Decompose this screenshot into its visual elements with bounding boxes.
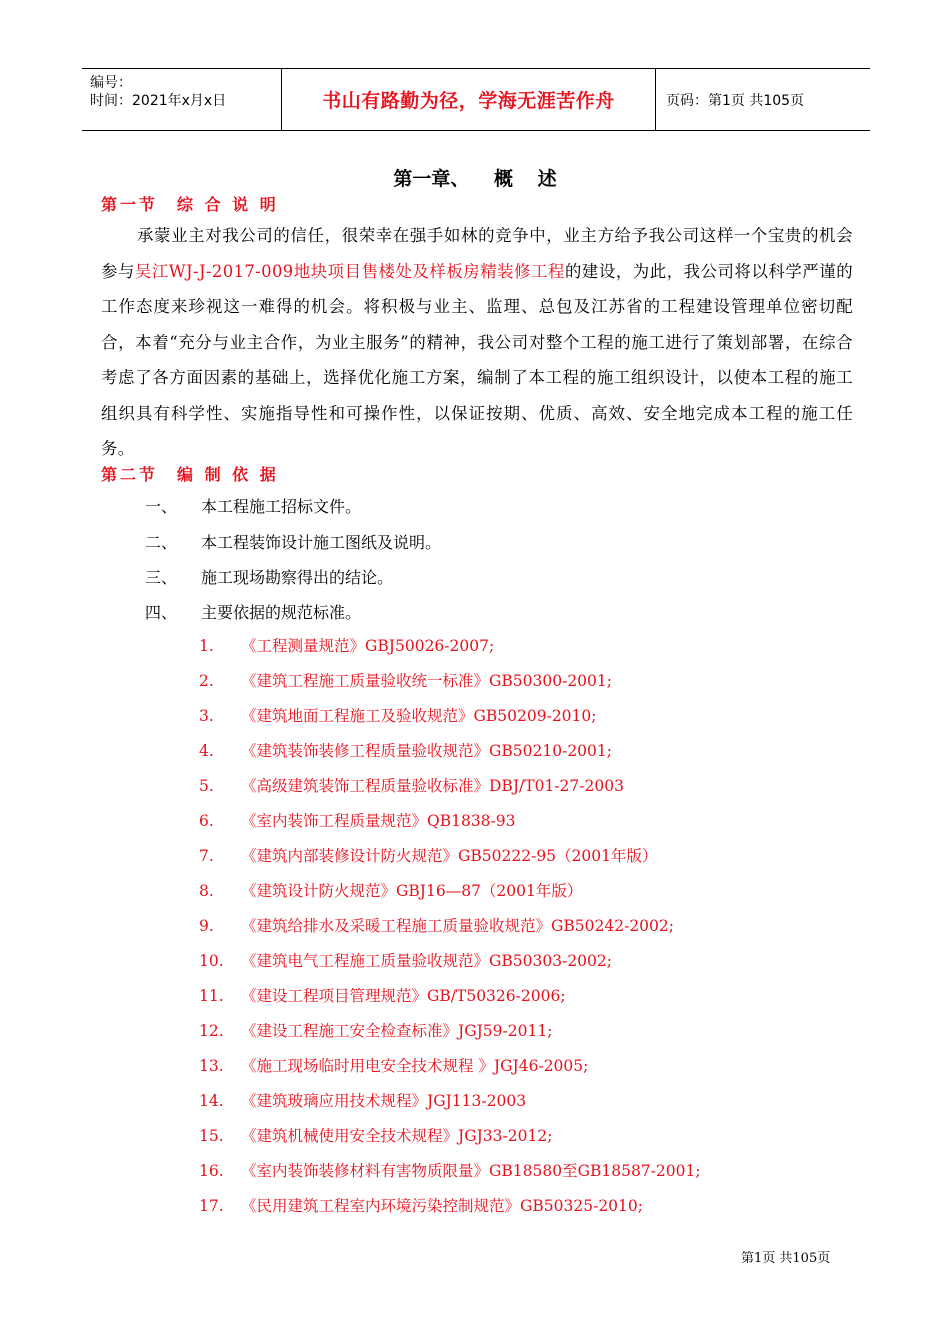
standard-text: 《建筑给排水及采暖工程施工质量验收规范》GB50242-2002; — [241, 917, 674, 935]
standard-text: 《建筑电气工程施工质量验收规范》GB50303-2002; — [241, 952, 612, 970]
basis-item — [145, 494, 361, 517]
basis-item-number: 一、 — [145, 497, 178, 516]
standard-text: 《建筑机械使用安全技术规程》JGJ33-2012; — [241, 1127, 553, 1145]
paragraph-text-after: 的建设，为此，我公司将以科学严谨的工作态度来珍视这一难得的机会。将积极与业主、监理、总包及江苏省的工程建设管理单位密切配合，本着“充分与业主合作，为业主服务”的精神，我公司对整个工程的施工进行了策划部署，在综合考虑了各方面因素的基础上，选择优化施工方案，编制了本工程的施工组织设计，以使本工程的施工组织具有科学性、实施指导性和可操作性，以保证按期、优质、高效、安全地完成本工程的施工任务。 — [101, 261, 853, 458]
standard-number: 16. — [199, 1162, 224, 1180]
standard-text: 《建筑地面工程施工及验收规范》GB50209-2010; — [241, 707, 597, 725]
header-meta-cell — [82, 69, 282, 130]
standard-number: 12. — [199, 1022, 224, 1040]
standard-number: 5. — [199, 777, 214, 795]
standard-item — [199, 844, 658, 866]
basis-item — [145, 600, 361, 623]
basis-item-text: 本工程装饰设计施工图纸及说明。 — [201, 533, 442, 552]
basis-item-number: 三、 — [145, 568, 178, 587]
standard-number: 10. — [199, 952, 224, 970]
standard-text: 《室内装饰工程质量规范》QB1838-93 — [241, 812, 516, 830]
time-label: 时间：2021年x月x日 — [90, 93, 227, 109]
standard-number: 17. — [199, 1197, 224, 1215]
standard-number: 11. — [199, 987, 224, 1005]
standard-text: 《建设工程施工安全检查标准》JGJ59-2011; — [241, 1022, 553, 1040]
overview-paragraph — [101, 218, 853, 467]
standard-item — [199, 1019, 552, 1041]
number-label: 编号： — [90, 75, 132, 91]
page-footer: 第1页 共105页 — [741, 1251, 831, 1266]
standard-item — [199, 984, 566, 1006]
standard-number: 1. — [199, 637, 214, 655]
document-header — [82, 68, 870, 131]
standard-text: 《施工现场临时用电安全技术规程 》JGJ46-2005; — [241, 1057, 589, 1075]
standard-item — [199, 914, 674, 936]
standard-item — [199, 1194, 643, 1216]
basis-item-text: 主要依据的规范标准。 — [201, 603, 362, 622]
standard-text: 《民用建筑工程室内环境污染控制规范》GB50325-2010; — [241, 1197, 643, 1215]
standard-text: 《建筑玻璃应用技术规程》JGJ113-2003 — [241, 1092, 527, 1110]
header-page-info: 页码：第1页 共105页 — [666, 92, 805, 109]
paragraph-text-before: 承蒙业主对我公司的信任，很荣幸在强手如林的竞争中，业主方给予我公司这样一个宝贵的机会参与 — [101, 226, 853, 281]
standard-item — [199, 774, 624, 796]
standard-text: 《建设工程项目管理规范》GB/T50326-2006; — [241, 987, 566, 1005]
standard-text: 《建筑设计防火规范》GBJ16—87（2001年版） — [241, 882, 583, 900]
chapter-title: 第一章、 概 述 — [393, 168, 557, 190]
basis-item-number: 二、 — [145, 533, 178, 552]
standard-number: 9. — [199, 917, 214, 935]
standard-item — [199, 1124, 552, 1146]
basis-item — [145, 565, 393, 588]
standard-number: 15. — [199, 1127, 224, 1145]
section-title-basis: 第二节 编 制 依 据 — [101, 465, 279, 484]
standard-number: 2. — [199, 672, 214, 690]
standard-item — [199, 1159, 701, 1181]
basis-item-text: 施工现场勘察得出的结论。 — [201, 568, 394, 587]
header-motto: 书山有路勤为径，学海无涯苦作舟 — [282, 69, 656, 130]
standard-item — [199, 809, 516, 831]
standard-item — [199, 1054, 588, 1076]
standard-text: 《建筑装饰装修工程质量验收规范》GB50210-2001; — [241, 742, 612, 760]
project-name: 吴江WJ-J-2017-009地块项目售楼处及样板房精装修工程 — [134, 261, 565, 281]
standard-number: 8. — [199, 882, 214, 900]
standard-number: 4. — [199, 742, 214, 760]
standard-text: 《室内装饰装修材料有害物质限量》GB18580至GB18587-2001; — [241, 1162, 701, 1180]
standard-item — [199, 949, 612, 971]
standard-number: 14. — [199, 1092, 224, 1110]
standard-text: 《建筑工程施工质量验收统一标准》GB50300-2001; — [241, 672, 612, 690]
basis-item-text: 本工程施工招标文件。 — [201, 497, 362, 516]
standard-item — [199, 704, 597, 726]
section-title-overview: 第一节 综 合 说 明 — [101, 195, 279, 214]
standard-item — [199, 669, 612, 691]
standard-text: 《建筑内部装修设计防火规范》GB50222-95（2001年版） — [241, 847, 658, 865]
standard-text: 《高级建筑装饰工程质量验收标准》DBJ/T01-27-2003 — [241, 777, 624, 795]
standard-number: 13. — [199, 1057, 224, 1075]
standard-text: 《工程测量规范》GBJ50026-2007; — [241, 637, 495, 655]
standard-number: 6. — [199, 812, 214, 830]
basis-item — [145, 530, 441, 553]
standard-number: 3. — [199, 707, 214, 725]
basis-item-number: 四、 — [145, 603, 178, 622]
standard-item — [199, 1089, 526, 1111]
standard-item — [199, 739, 612, 761]
standard-item — [199, 879, 582, 901]
standard-item — [199, 634, 494, 656]
standard-number: 7. — [199, 847, 214, 865]
